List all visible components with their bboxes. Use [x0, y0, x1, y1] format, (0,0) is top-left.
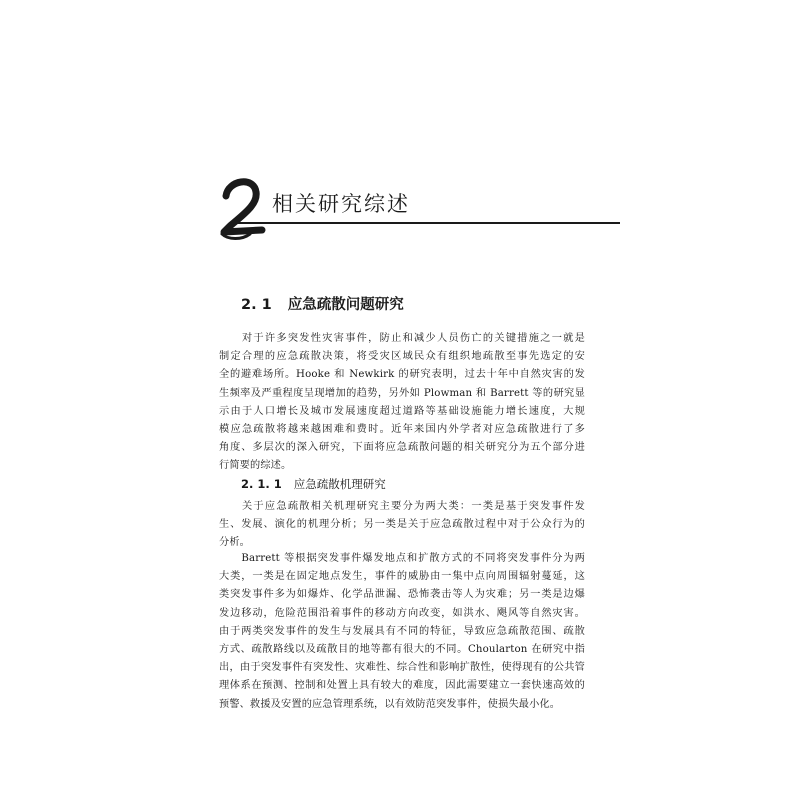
- text-line: 类突发事件多为如爆炸、化学品泄漏、恐怖袭击等人为灾难；另一类是边爆: [219, 589, 585, 601]
- subsection-number: 2. 1. 1: [241, 477, 282, 491]
- text-line: 生频率及严重程度呈现增加的趋势，另外如 Plowman 和 Barrett 等的研究显: [219, 387, 585, 399]
- text-line: 行简要的综述。: [219, 460, 292, 472]
- section-number: 2. 1: [241, 297, 272, 313]
- text-line: 出，由于突发事件有突发性、灾难性、综合性和影响扩散性，使得现有的公共管: [219, 662, 585, 674]
- text-line: 发边移动，危险范围沿着事件的移动方向改变，如洪水、飓风等自然灾害。: [219, 607, 585, 619]
- text-line: 制定合理的应急疏散决策，将受灾区域民众有组织地疏散至事先选定的安: [219, 351, 585, 363]
- paragraph-barrett: [219, 550, 585, 714]
- text-line: 理体系在预测、控制和处置上具有较大的难度，因此需要建立一套快速高效的: [219, 680, 585, 692]
- section-heading: [241, 293, 404, 314]
- paragraph-mechanism: [219, 498, 585, 553]
- chapter-heading: [214, 180, 594, 240]
- text-line: 预警、救援及安置的应急管理系统，以有效防范突发事件，使损失最小化。: [219, 698, 561, 710]
- subsection-heading: [241, 476, 386, 492]
- text-line: 对于许多突发性灾害事件，防止和减少人员伤亡的关键措施之一就是: [219, 333, 585, 344]
- text-line: 模应急疏散将越来越困难和费时。近年来国内外学者对应急疏散进行了多: [219, 424, 585, 436]
- section-title: 应急疏散问题研究: [287, 297, 404, 313]
- text-line: Barrett 等根据突发事件爆发地点和扩散方式的不同将突发事件分为两: [219, 553, 585, 564]
- chapter-underline: [232, 222, 620, 224]
- text-line: 关于应急疏散相关机理研究主要分为两大类：一类是基于突发事件发: [219, 501, 585, 512]
- text-line: 全的避难场所。Hooke 和 Newkirk 的研究表明，过去十年中自然灾害的发: [219, 369, 585, 381]
- chapter-title: 相关研究综述: [272, 192, 410, 216]
- chapter-number-glyph: [214, 174, 274, 240]
- paragraph-intro: [219, 330, 585, 476]
- text-line: 生、发展、演化的机理分析；另一类是关于应急疏散过程中对于公众行为的: [219, 519, 585, 531]
- text-line: 大类，一类是在固定地点发生，事件的威胁由一集中点向周围辐射蔓延，这: [219, 571, 585, 583]
- text-line: 方式、疏散路线以及疏散目的地等都有很大的不同。Choularton 在研究中指: [219, 644, 585, 656]
- text-line: 角度、多层次的深入研究，下面将应急疏散问题的相关研究分为五个部分进: [219, 442, 585, 454]
- text-line: 示由于人口增长及城市发展速度超过道路等基础设施能力增长速度，大规: [219, 405, 585, 417]
- subsection-title: 应急疏散机理研究: [293, 477, 386, 491]
- text-line: 分析。: [219, 537, 251, 549]
- text-line: 由于两类突发事件的发生与发展具有不同的特征，导致应急疏散范围、疏散: [219, 625, 585, 637]
